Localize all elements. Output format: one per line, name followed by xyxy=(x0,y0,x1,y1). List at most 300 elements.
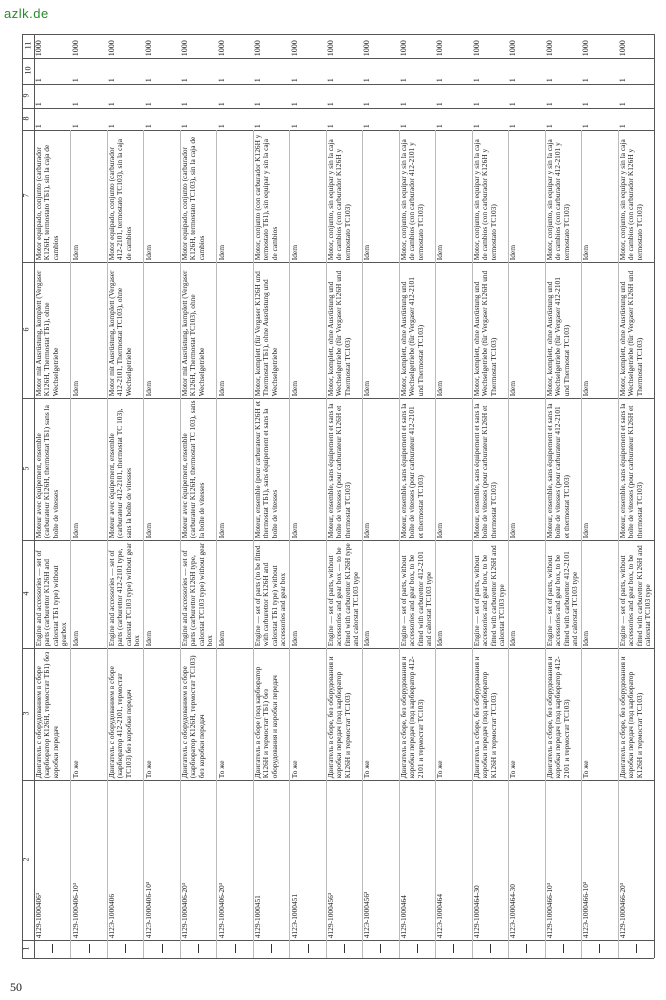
cell-text: Motor, komplett (für Vergaser K126H und Thermostat ТБ1), ohne Ausrüstung und Wechselgetriebe xyxy=(252,270,279,396)
row-10-col-7-cell xyxy=(362,130,398,262)
cell-text: Engine — set of parts (to be fitted with carburettor K126H and calorstat ТБ1 type) without accessories and gear box xyxy=(252,545,288,646)
row-9-col-7-cell xyxy=(326,130,362,262)
row-10-col-8-cell xyxy=(362,108,398,130)
cell-text: Motor, conjunto (con carburador K126H y termostato ТБ1), sin equipar y sin la caja de cambios xyxy=(252,134,279,260)
row-8-col-11-cell xyxy=(289,34,325,58)
cell-text: Engine and accessories — set of parts (carburettor K126H and calorstat ТБ1 type) without gearbox xyxy=(34,550,69,646)
row-16-col-5-cell xyxy=(581,398,617,540)
dash-mark xyxy=(89,944,90,953)
cell-text: 1000 xyxy=(325,40,335,56)
row-7-col-6-cell xyxy=(253,262,289,398)
cell-text: Idem xyxy=(143,244,153,260)
cell-text: Двигатель с оборудованием в сборе (карбюратор К126Н, термостат ТС103) без коробки передач xyxy=(179,655,206,778)
dash-mark xyxy=(599,944,600,953)
table-rule xyxy=(22,34,23,958)
cell-text: Engine — set of parts, without accessories and gear box, to be fitted with carburettor K126H and calorstat ТС103 type xyxy=(471,545,506,646)
row-5-col-9-cell xyxy=(180,84,216,108)
cell-text: 1000 xyxy=(252,40,262,56)
cell-text: 4129-1000464-30 xyxy=(471,885,481,938)
row-16-col-9-cell xyxy=(581,84,617,108)
row-1-col-5-cell xyxy=(34,398,70,540)
row-13-col-11-cell xyxy=(472,34,508,58)
cell-text: Двигатель в сборе (под карбюратор К126Н и термостат ТБ1) без оборудования и коробки передач xyxy=(252,666,279,778)
cell-text: 1 xyxy=(581,102,591,106)
row-15-dash xyxy=(545,940,581,958)
row-9-col-4-cell xyxy=(326,540,362,648)
row-5-col-10-cell xyxy=(180,58,216,84)
row-9-col-3-cell xyxy=(326,648,362,780)
row-16-col-6-cell xyxy=(581,262,617,398)
row-14-col-2-cell xyxy=(508,780,544,940)
row-17-col-10-cell xyxy=(618,58,654,84)
row-1-col-6-cell xyxy=(34,262,70,398)
cell-text: 1 xyxy=(289,124,299,128)
cell-text: Idem xyxy=(508,244,518,260)
cell-text: Engine and accessories — set of parts (carburettor K126H type, calorstat ТС103 type) without gear box xyxy=(179,542,215,646)
row-1-col-8-cell xyxy=(34,108,70,130)
dash-mark xyxy=(380,944,381,953)
row-7-col-9-cell xyxy=(253,84,289,108)
cell-text: Idem xyxy=(362,522,372,538)
row-2-col-10-cell xyxy=(70,58,106,84)
cell-text: 1 xyxy=(471,102,481,106)
cell-text: 1 xyxy=(106,124,116,128)
row-3-col-7-cell xyxy=(107,130,143,262)
row-11-col-4-cell xyxy=(399,540,435,648)
cell-text: 1 xyxy=(70,78,80,82)
row-4-col-11-cell xyxy=(143,34,179,58)
row-3-col-2-cell xyxy=(107,780,143,940)
cell-text: 412Э-1000466-10³ xyxy=(581,881,591,938)
cell-text: Двигатель в сборе, без оборудования и коробки передач (под карбюратор К126Н и термостат ТС103) xyxy=(325,656,352,778)
cell-text: То же xyxy=(508,760,518,778)
cell-text: 1 xyxy=(508,78,518,82)
column-header-6: 6 xyxy=(21,327,31,332)
row-17-col-6-cell xyxy=(618,262,654,398)
cell-text: 412Э-1000464 xyxy=(435,893,445,938)
row-9-col-11-cell xyxy=(326,34,362,58)
cell-text: 4129-1000464 xyxy=(398,894,408,938)
row-14-col-6-cell xyxy=(508,262,544,398)
cell-text: Idem xyxy=(70,244,80,260)
row-9-col-9-cell xyxy=(326,84,362,108)
row-7-col-11-cell xyxy=(253,34,289,58)
row-17-col-7-cell xyxy=(618,130,654,262)
cell-text: Idem xyxy=(581,630,591,646)
cell-text: Двигатель с оборудованием в сборе (карбюратор 412-2101, термостат ТС103) без коробки передач xyxy=(106,665,133,778)
row-6-col-2-cell xyxy=(216,780,252,940)
cell-text: 1 xyxy=(325,78,335,82)
cell-text: Idem xyxy=(508,522,518,538)
cell-text: Motor mit Ausrüstung, komplett (Vergaser K126H, Thermostat ТС103), ohne Wechselgetriebe xyxy=(179,270,206,396)
row-14-col-4-cell xyxy=(508,540,544,648)
cell-text: 1 xyxy=(252,78,262,82)
cell-text: Moteur, ensemble, sans équipement et sans la boîte de vitesses (pour carburateur K126H et thermostat ТС103) xyxy=(471,403,498,538)
cell-text: 1 xyxy=(544,124,554,128)
cell-text: Idem xyxy=(70,380,80,396)
row-14-col-10-cell xyxy=(508,58,544,84)
row-14-col-7-cell xyxy=(508,130,544,262)
cell-text: То же xyxy=(289,760,299,778)
cell-text: Engine and accessories — set of parts (carburettor 412-2101 type, calorstat ТС103 type) without gear box xyxy=(106,542,142,646)
row-3-col-8-cell xyxy=(107,108,143,130)
row-12-col-6-cell xyxy=(435,262,471,398)
row-14-dash xyxy=(508,940,544,958)
row-8-col-3-cell xyxy=(289,648,325,780)
cell-text: Motor, conjunto, sin equipar y sin la caja de cambios (con carburador 412-2101 y termostato ТС103) xyxy=(544,138,571,260)
cell-text: Motor, conjunto, sin equipar y sin la caja de cambios (con carburador 412-2101 y termostato ТС103) xyxy=(398,138,425,260)
row-9-col-2-cell xyxy=(326,780,362,940)
row-17-col-11-cell xyxy=(618,34,654,58)
row-7-col-2-cell xyxy=(253,780,289,940)
cell-text: 4129-1000406³ xyxy=(34,892,44,938)
row-5-col-7-cell xyxy=(180,130,216,262)
cell-text: Moteur avec équipement, ensemble (carburateur K126H, thermostat ТБ1) sans la boîte de vitesses xyxy=(34,404,60,538)
cell-text: 1 xyxy=(617,124,627,128)
dash-mark xyxy=(235,944,236,953)
cell-text: Idem xyxy=(581,380,591,396)
cell-text: 1000 xyxy=(617,40,627,56)
row-15-col-4-cell xyxy=(545,540,581,648)
cell-text: 1 xyxy=(325,124,335,128)
row-5-col-11-cell xyxy=(180,34,216,58)
row-2-col-3-cell xyxy=(70,648,106,780)
cell-text: Engine — set of parts, without accessories and gear box, to be fitted with carburettor 412-2101 and calorstat ТС103 type xyxy=(544,550,579,646)
cell-text: Idem xyxy=(143,630,153,646)
row-15-col-8-cell xyxy=(545,108,581,130)
cell-text: 1 xyxy=(70,124,80,128)
row-13-col-9-cell xyxy=(472,84,508,108)
row-15-col-9-cell xyxy=(545,84,581,108)
cell-text: То же xyxy=(143,760,153,778)
cell-text: 412Э-1000451 xyxy=(289,893,299,938)
row-6-col-3-cell xyxy=(216,648,252,780)
row-6-col-11-cell xyxy=(216,34,252,58)
row-14-col-3-cell xyxy=(508,648,544,780)
cell-text: 4129-1000456³ xyxy=(325,892,335,938)
cell-text: Motor equipado, conjunto (carburador K126H, termostato ТС103), sin la caja de cambios xyxy=(179,136,206,260)
cell-text: То же xyxy=(70,760,80,778)
row-5-col-2-cell xyxy=(180,780,216,940)
row-13-col-3-cell xyxy=(472,648,508,780)
row-10-col-11-cell xyxy=(362,34,398,58)
row-13-col-5-cell xyxy=(472,398,508,540)
row-10-col-3-cell xyxy=(362,648,398,780)
row-3-col-5-cell xyxy=(107,398,143,540)
cell-text: Idem xyxy=(435,380,445,396)
cell-text: 1000 xyxy=(179,40,189,56)
cell-text: 1 xyxy=(252,124,262,128)
cell-text: Moteur, ensemble, sans équipement et sans la boîte de vitesses (pour carburateur K126H et thermostat ТС103) xyxy=(617,403,644,538)
column-header-2: 2 xyxy=(21,857,31,862)
row-3-col-4-cell xyxy=(107,540,143,648)
cell-text: 1 xyxy=(581,124,591,128)
row-8-dash xyxy=(289,940,325,958)
cell-text: 1000 xyxy=(471,40,481,56)
row-13-dash xyxy=(472,940,508,958)
row-10-col-4-cell xyxy=(362,540,398,648)
dash-mark xyxy=(417,944,418,953)
cell-text: Idem xyxy=(362,380,372,396)
row-8-col-9-cell xyxy=(289,84,325,108)
watermark: azlk.de xyxy=(4,6,49,21)
cell-text: Idem xyxy=(581,522,591,538)
row-8-col-10-cell xyxy=(289,58,325,84)
dash-mark xyxy=(636,944,637,953)
cell-text: 4129-1000466-10³ xyxy=(544,882,554,938)
row-12-col-9-cell xyxy=(435,84,471,108)
cell-text: 1 xyxy=(544,102,554,106)
row-9-col-5-cell xyxy=(326,398,362,540)
row-13-col-2-cell xyxy=(472,780,508,940)
row-7-col-3-cell xyxy=(253,648,289,780)
cell-text: 4129-1000406-20³ xyxy=(216,882,226,938)
row-3-dash xyxy=(107,940,143,958)
row-6-col-4-cell xyxy=(216,540,252,648)
row-11-col-8-cell xyxy=(399,108,435,130)
row-15-col-2-cell xyxy=(545,780,581,940)
row-1-col-9-cell xyxy=(34,84,70,108)
cell-text: Moteur, ensemble, sans équipement et sans la boîte de vitesses (pour carburateur K126H et thermostat ТС103) xyxy=(325,403,352,538)
row-12-col-3-cell xyxy=(435,648,471,780)
cell-text: 1 xyxy=(216,78,226,82)
cell-text: 1 xyxy=(289,102,299,106)
row-6-col-6-cell xyxy=(216,262,252,398)
cell-text: Idem xyxy=(70,630,80,646)
row-12-dash xyxy=(435,940,471,958)
cell-text: Двигатель в сборе, без оборудования и коробки передач (под карбюратор 412-2101 и термостат ТС103) xyxy=(544,656,571,778)
row-17-col-2-cell xyxy=(618,780,654,940)
row-4-col-8-cell xyxy=(143,108,179,130)
row-6-col-10-cell xyxy=(216,58,252,84)
row-2-dash xyxy=(70,940,106,958)
cell-text: 412Э-1000406-10³ xyxy=(143,881,153,938)
column-header-4: 4 xyxy=(21,591,31,596)
cell-text: Moteur avec équipement, ensemble (carburateur 412-2101, thermostat ТС 103), sans la boîte de vitesses xyxy=(106,408,133,538)
row-15-col-7-cell xyxy=(545,130,581,262)
dash-mark xyxy=(453,944,454,953)
dash-mark xyxy=(162,944,163,953)
cell-text: 1 xyxy=(143,102,153,106)
row-1-col-7-cell xyxy=(34,130,70,262)
row-13-col-8-cell xyxy=(472,108,508,130)
cell-text: 1000 xyxy=(398,40,408,56)
row-11-col-2-cell xyxy=(399,780,435,940)
cell-text: 1 xyxy=(34,78,43,82)
cell-text: 1 xyxy=(362,78,372,82)
row-3-col-9-cell xyxy=(107,84,143,108)
cell-text: Moteur, ensemble, sans équipement et sans la boîte de vitesses (pour carburateur 412-2101 et thermostat ТС103) xyxy=(398,403,425,538)
row-3-col-11-cell xyxy=(107,34,143,58)
row-2-col-6-cell xyxy=(70,262,106,398)
row-10-col-9-cell xyxy=(362,84,398,108)
cell-text: 1000 xyxy=(106,40,116,56)
row-13-col-6-cell xyxy=(472,262,508,398)
row-2-col-7-cell xyxy=(70,130,106,262)
cell-text: 1 xyxy=(325,102,335,106)
cell-text: 1000 xyxy=(581,40,591,56)
row-9-dash xyxy=(326,940,362,958)
row-10-col-6-cell xyxy=(362,262,398,398)
row-11-col-9-cell xyxy=(399,84,435,108)
row-5-col-4-cell xyxy=(180,540,216,648)
cell-text: Idem xyxy=(581,244,591,260)
row-7-col-7-cell xyxy=(253,130,289,262)
cell-text: Двигатель в сборе, без оборудования и коробки передач (под карбюратор 412-2101 и термостат ТС103) xyxy=(398,656,425,778)
row-13-col-4-cell xyxy=(472,540,508,648)
row-16-col-4-cell xyxy=(581,540,617,648)
row-4-dash xyxy=(143,940,179,958)
cell-text: 1 xyxy=(179,124,189,128)
row-5-col-5-cell xyxy=(180,398,216,540)
row-9-col-10-cell xyxy=(326,58,362,84)
cell-text: 1000 xyxy=(143,40,153,56)
cell-text: 1 xyxy=(508,102,518,106)
row-4-col-9-cell xyxy=(143,84,179,108)
row-5-col-3-cell xyxy=(180,648,216,780)
row-1-col-10-cell xyxy=(34,58,70,84)
row-4-col-7-cell xyxy=(143,130,179,262)
cell-text: Engine — set of parts, without accessories and gear box, to be fitted with carburettor K126H and calorstat ТС103 type xyxy=(617,545,652,646)
row-12-col-7-cell xyxy=(435,130,471,262)
row-17-dash xyxy=(618,940,654,958)
cell-text: 4129-1000451 xyxy=(252,894,262,938)
cell-text: Motor equipado, conjunto (carburador K126H, termostato ТБ1), sin la caja de cambios xyxy=(34,144,60,260)
row-8-col-8-cell xyxy=(289,108,325,130)
row-6-dash xyxy=(216,940,252,958)
row-2-col-11-cell xyxy=(70,34,106,58)
column-header-5: 5 xyxy=(21,466,31,471)
cell-text: Двигатель в сборе, без оборудования и коробки передач (под карбюратор К126Н и термостат ТС103) xyxy=(471,656,498,778)
cell-text: 1 xyxy=(508,124,518,128)
row-1-dash xyxy=(34,940,70,958)
row-11-dash xyxy=(399,940,435,958)
row-17-col-5-cell xyxy=(618,398,654,540)
cell-text: Motor, komplett, ohne Ausrüstung und Wechselgetriebe (für Vergaser 412-2101 und Thermostat ТС103) xyxy=(398,276,425,396)
cell-text: То же xyxy=(362,760,372,778)
row-15-col-5-cell xyxy=(545,398,581,540)
cell-text: 1000 xyxy=(289,40,299,56)
row-15-col-6-cell xyxy=(545,262,581,398)
row-17-col-8-cell xyxy=(618,108,654,130)
cell-text: 1000 xyxy=(216,40,226,56)
row-4-col-2-cell xyxy=(143,780,179,940)
cell-text: 4129-1000406-20³ xyxy=(179,882,189,938)
row-10-col-2-cell xyxy=(362,780,398,940)
cell-text: 1 xyxy=(435,102,445,106)
dash-mark xyxy=(526,944,527,953)
row-6-col-8-cell xyxy=(216,108,252,130)
cell-text: Idem xyxy=(362,244,372,260)
dash-mark xyxy=(563,944,564,953)
dash-mark xyxy=(344,944,345,953)
cell-text: Motor, conjunto, sin equipar y sin la caja de cambios (con carburador K126H y termostato ТС103) xyxy=(617,138,644,260)
row-15-col-11-cell xyxy=(545,34,581,58)
row-9-col-6-cell xyxy=(326,262,362,398)
row-16-col-2-cell xyxy=(581,780,617,940)
cell-text: 1 xyxy=(106,102,116,106)
cell-text: Idem xyxy=(435,630,445,646)
cell-text: Moteur, ensemble, sans équipement et sans la boîte de vitesses (pour carburateur 412-2101 et thermostat ТС103) xyxy=(544,403,571,538)
cell-text: Idem xyxy=(362,630,372,646)
dash-mark xyxy=(52,944,53,953)
row-10-dash xyxy=(362,940,398,958)
cell-text: Motor, komplett, ohne Ausrüstung und Wechselgetriebe (für Vergaser 412-2101 und Thermostat ТС103) xyxy=(544,276,571,396)
cell-text: Motor mit Ausrüstung, komplett (Vergaser 412-2101, Thermostat ТС103), ohne Wechselgetriebe xyxy=(106,270,133,396)
cell-text: 412Э-1000456³ xyxy=(362,891,372,938)
cell-text: 1000 xyxy=(435,40,445,56)
row-16-col-8-cell xyxy=(581,108,617,130)
row-3-col-6-cell xyxy=(107,262,143,398)
row-2-col-4-cell xyxy=(70,540,106,648)
row-16-col-3-cell xyxy=(581,648,617,780)
cell-text: То же xyxy=(581,760,591,778)
cell-text: 1 xyxy=(435,78,445,82)
row-1-col-2-cell xyxy=(34,780,70,940)
cell-text: 4129-1000406-10³ xyxy=(70,882,80,938)
cell-text: Motor, conjunto, sin equipar y sin la caja de cambios (con carburador K126H y termostato ТС103) xyxy=(471,138,498,260)
cell-text: 1000 xyxy=(70,40,80,56)
cell-text: 1 xyxy=(216,102,226,106)
cell-text: Idem xyxy=(289,630,299,646)
row-5-col-6-cell xyxy=(180,262,216,398)
cell-text: 1 xyxy=(398,78,408,82)
cell-text: Idem xyxy=(508,380,518,396)
row-2-col-8-cell xyxy=(70,108,106,130)
cell-text: 412Э-1000406 xyxy=(106,893,116,938)
row-9-col-8-cell xyxy=(326,108,362,130)
row-8-col-7-cell xyxy=(289,130,325,262)
cell-text: Motor, komplett, ohne Ausrüstung und Wechselgetriebe (für Vergaser K126H und Thermostat ТС103) xyxy=(617,270,644,396)
row-13-col-7-cell xyxy=(472,130,508,262)
column-header-7: 7 xyxy=(21,193,31,198)
cell-text: 1000 xyxy=(34,40,43,56)
row-11-col-6-cell xyxy=(399,262,435,398)
row-16-col-11-cell xyxy=(581,34,617,58)
row-12-col-8-cell xyxy=(435,108,471,130)
cell-text: Idem xyxy=(435,522,445,538)
cell-text: Motor, conjunto, sin equipar y sin la caja de cambios (con carburador K126H y termostato ТС103) xyxy=(325,138,352,260)
cell-text: 1 xyxy=(289,78,299,82)
row-13-col-10-cell xyxy=(472,58,508,84)
cell-text: 1 xyxy=(143,124,153,128)
dash-mark xyxy=(490,944,491,953)
cell-text: Engine — set of parts, without accessories and gear box — to be fitted with carburettor K126H type and calorstat ТС103 type xyxy=(325,542,360,646)
row-2-col-9-cell xyxy=(70,84,106,108)
cell-text: Двигатель с оборудованием в сборе (карбюратор К126Н, термостат ТБ1) без коробки передач xyxy=(34,651,60,778)
cell-text: 1000 xyxy=(362,40,372,56)
column-divider xyxy=(22,958,654,959)
row-6-col-9-cell xyxy=(216,84,252,108)
column-header-1: 1 xyxy=(21,946,31,951)
cell-text: То же xyxy=(216,760,226,778)
cell-text: 1 xyxy=(581,78,591,82)
cell-text: 1 xyxy=(617,78,627,82)
cell-text: 412Э-1000464-30 xyxy=(508,883,518,938)
row-15-col-3-cell xyxy=(545,648,581,780)
cell-text: Двигатель в сборе, без оборудования и коробки передач (под карбюратор К126Н и термостат ТС103) xyxy=(617,656,644,778)
row-6-col-7-cell xyxy=(216,130,252,262)
cell-text: Idem xyxy=(289,380,299,396)
cell-text: Idem xyxy=(216,244,226,260)
row-1-col-11-cell xyxy=(34,34,70,58)
cell-text: 4129-1000466-20³ xyxy=(617,882,627,938)
row-11-col-3-cell xyxy=(399,648,435,780)
row-4-col-3-cell xyxy=(143,648,179,780)
row-11-col-10-cell xyxy=(399,58,435,84)
cell-text: 1 xyxy=(179,78,189,82)
row-8-col-5-cell xyxy=(289,398,325,540)
